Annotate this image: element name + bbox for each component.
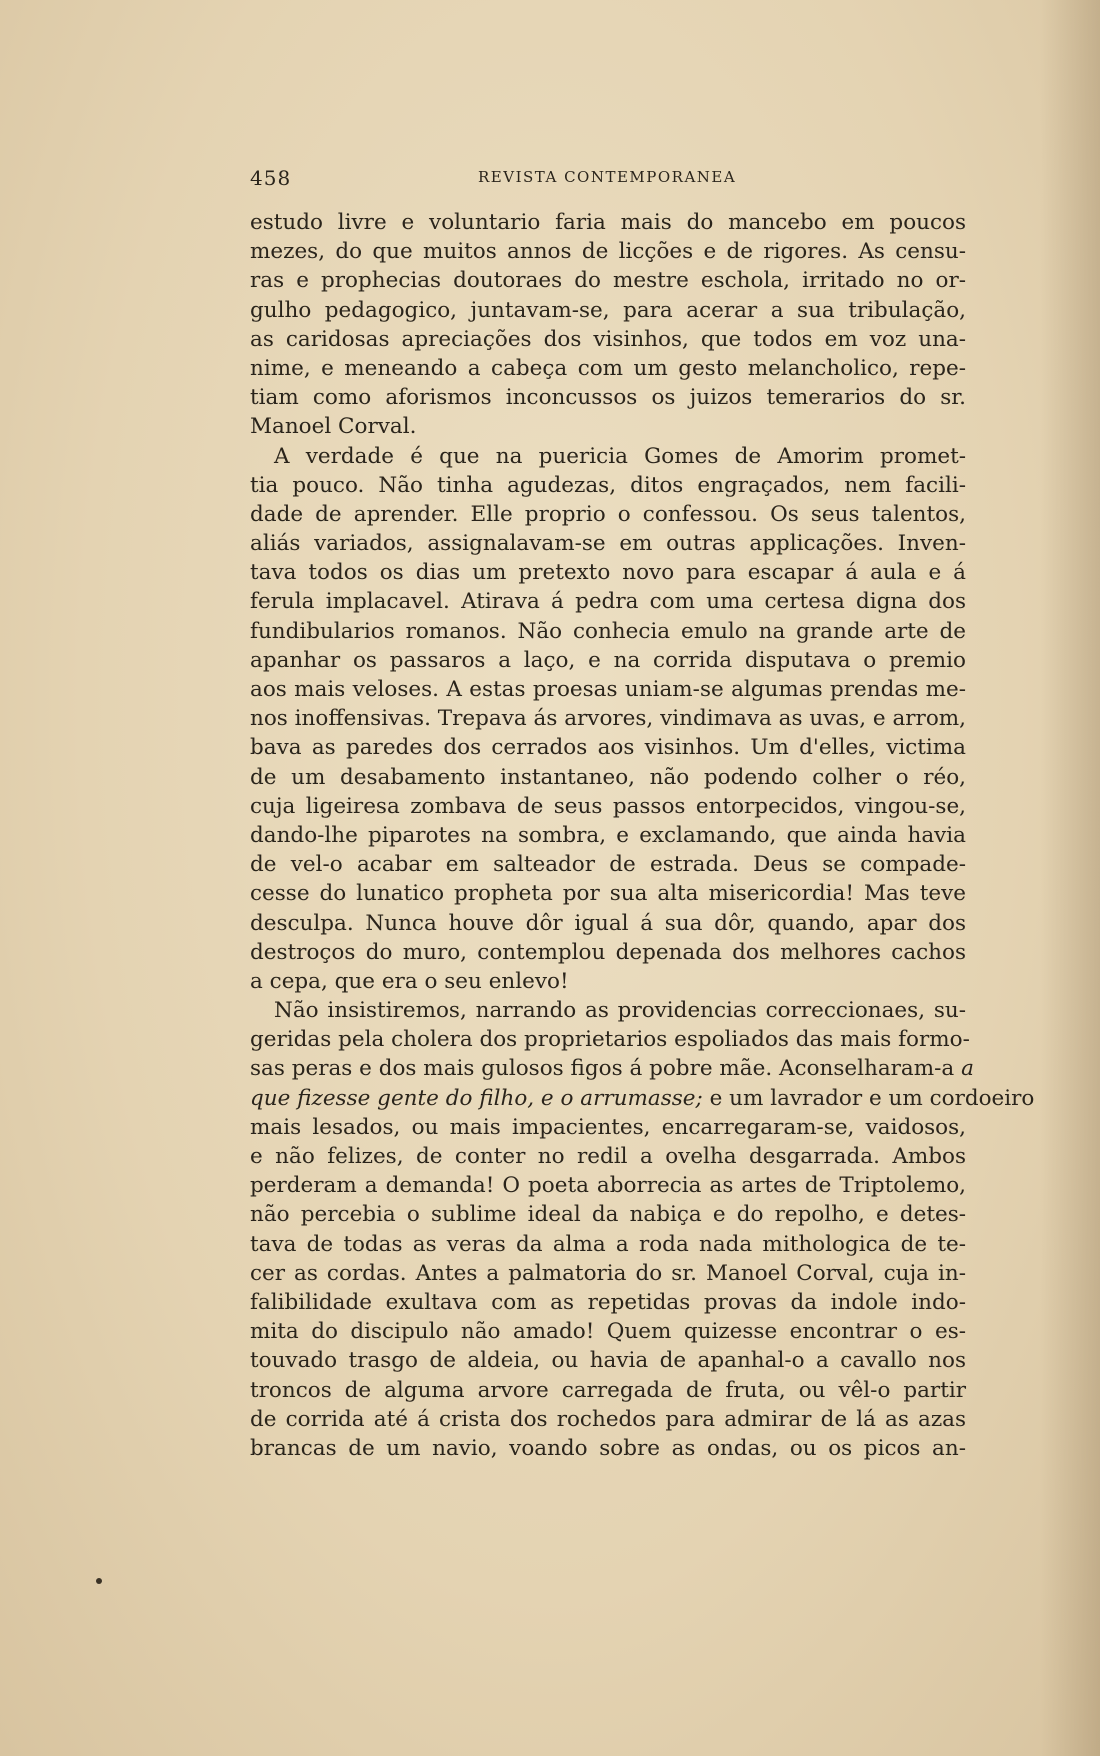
text-line: sas peras e dos mais gulosos figos á pobre mãe. Aconselharam-a a bbox=[250, 1056, 974, 1082]
text-line: falibilidade exultava com as repetidas provas da indole indo- bbox=[250, 1289, 966, 1315]
text-line: cesse do lunatico propheta por sua alta misericordia! Mas teve bbox=[250, 881, 966, 907]
text-line: ras e prophecias doutoraes do mestre eschola, irritado no or- bbox=[250, 268, 966, 294]
text-line: touvado trasgo de aldeia, ou havia de apanhal-o a cavallo nos bbox=[250, 1348, 966, 1374]
text-line: fundibularios romanos. Não conhecia emulo na grande arte de bbox=[250, 618, 966, 644]
text-line: cer as cordas. Antes a palmatoria do sr. Manoel Corval, cuja in- bbox=[250, 1260, 966, 1286]
text-line: as caridosas apreciações dos visinhos, que todos em voz una- bbox=[250, 326, 966, 352]
text-line: destroços do muro, contemplou depenada dos melhores cachos bbox=[250, 939, 966, 965]
text-line: tia pouco. Não tinha agudezas, ditos engraçados, nem facili- bbox=[250, 472, 966, 498]
ink-spot bbox=[96, 1578, 102, 1584]
text-line: aos mais veloses. A estas proesas uniam-se algumas prendas me- bbox=[250, 677, 966, 702]
text-line: e não felizes, de conter no redil a ovelha desgarrada. Ambos bbox=[250, 1144, 966, 1169]
text-line: tava todos os dias um pretexto novo para escapar á aula e á bbox=[250, 560, 966, 586]
text-line: de vel-o acabar em salteador de estrada. Deus se compade- bbox=[250, 852, 966, 878]
text-line: mais lesados, ou mais impacientes, encarregaram-se, vaidosos, bbox=[250, 1114, 966, 1140]
text-line: troncos de alguma arvore carregada de fruta, ou vêl-o partir bbox=[250, 1377, 966, 1403]
text-line: apanhar os passaros a laço, e na corrida disputava o premio bbox=[250, 647, 966, 673]
body-text bbox=[250, 208, 1035, 1463]
text-line: gulho pedagogico, juntavam-se, para acerar a sua tribulação, bbox=[250, 297, 966, 323]
text-line: de um desabamento instantaneo, não podendo colher o réo, bbox=[250, 764, 966, 790]
text-line: geridas pela cholera dos proprietarios espoliados das mais formo- bbox=[250, 1027, 970, 1053]
text-line: nime, e meneando a cabeça com um gesto melancholico, repe- bbox=[250, 355, 966, 381]
text-line: ferula implacavel. Atirava á pedra com uma certesa digna dos bbox=[250, 589, 966, 615]
text-line: dando-lhe piparotes na sombra, e exclamando, que ainda havia bbox=[250, 822, 966, 848]
text-line: A verdade é que na puericia Gomes de Amorim promet- bbox=[274, 443, 966, 469]
text-line: nos inoffensivas. Trepava ás arvores, vindimava as uvas, e arrom, bbox=[250, 706, 966, 732]
text-line: de corrida até á crista dos rochedos para admirar de lá as azas bbox=[250, 1406, 966, 1432]
text-line: estudo livre e voluntario faria mais do mancebo em poucos bbox=[250, 210, 966, 235]
text-line: aliás variados, assignalavam-se em outras applicações. Inven- bbox=[250, 531, 966, 557]
text-line: a cepa, que era o seu enlevo! bbox=[250, 968, 569, 994]
text-line: Não insistiremos, narrando as providencias correccionaes, su- bbox=[274, 998, 966, 1024]
text-line: perderam a demanda! O poeta aborrecia as artes de Triptolemo, bbox=[250, 1173, 966, 1199]
text-line: cuja ligeiresa zombava de seus passos entorpecidos, vingou-se, bbox=[250, 793, 966, 819]
text-line: mezes, do que muitos annos de licções e de rigores. As censu- bbox=[250, 239, 966, 265]
running-title: REVISTA CONTEMPORANEA bbox=[478, 168, 737, 186]
text-line: desculpa. Nunca houve dôr igual á sua dôr, quando, apar dos bbox=[250, 910, 966, 936]
text-line: tava de todas as veras da alma a roda nada mithologica de te- bbox=[250, 1231, 966, 1257]
text-line: bava as paredes dos cerrados aos visinhos. Um d'elles, victima bbox=[250, 735, 966, 761]
page-header bbox=[250, 166, 966, 190]
page-number: 458 bbox=[250, 166, 292, 190]
text-line: brancas de um navio, voando sobre as ondas, ou os picos an- bbox=[250, 1435, 966, 1461]
text-line: mita do discipulo não amado! Quem quizesse encontrar o es- bbox=[250, 1319, 966, 1345]
page-edge-shadow bbox=[1040, 0, 1100, 1756]
text-line: tiam como aforismos inconcussos os juizos temerarios do sr. bbox=[250, 385, 966, 411]
text-line: dade de aprender. Elle proprio o confessou. Os seus talentos, bbox=[250, 501, 966, 527]
text-line: Manoel Corval. bbox=[250, 414, 417, 440]
text-line: que fizesse gente do filho, e o arrumasse; e um lavrador e um cordoeiro bbox=[250, 1085, 1035, 1111]
text-line: não percebia o sublime ideal da nabiça e do repolho, e detes- bbox=[250, 1202, 966, 1228]
